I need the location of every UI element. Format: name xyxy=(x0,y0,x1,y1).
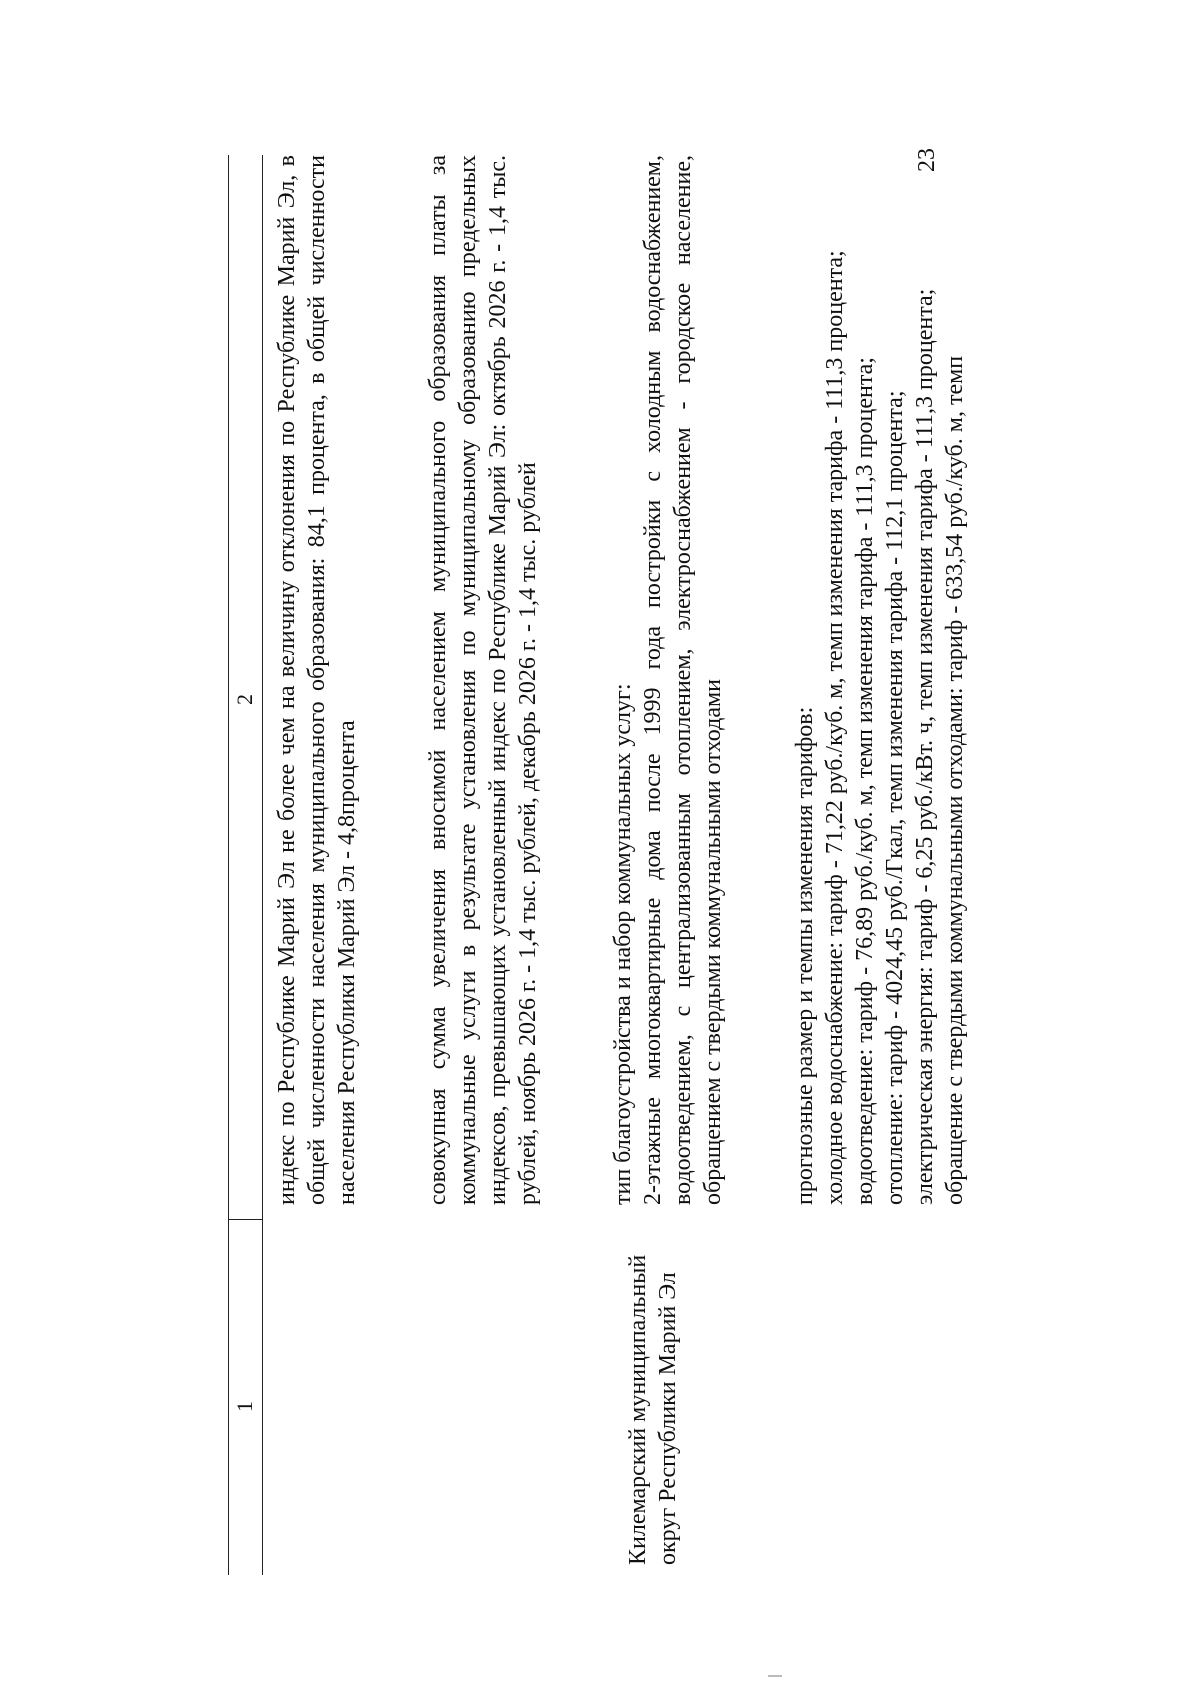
table-header-rule xyxy=(262,155,263,1575)
utility-type-title: тип благоустройства и набор коммунальных услуг: xyxy=(610,683,636,1205)
tariff-item: водоотведение: тариф - 76,89 руб./куб. м, темп изменения тарифа - 111,3 процента; xyxy=(852,357,878,1205)
index-paragraph xyxy=(272,155,362,1205)
tariff-item: отопление: тариф - 4024,45 руб./Гкал, темп изменения тарифа - 112,1 процента; xyxy=(882,390,908,1205)
table-top-rule xyxy=(228,155,229,1575)
total-text: совокупная сумма увеличения вносимой населением муниципального образования платы за коммунальные услуги в результате установления по муниципальному образованию предельных индексов, превышающих установленный индекс по Республике Марий Эл: октябрь 2026 г. - 1,4 тыс. рублей, ноябрь 2026 г. - 1,4 тыс. рублей, декабрь 2026 г. - 1,4 тыс. рублей xyxy=(425,155,541,1205)
column-header-1: 1 xyxy=(232,1401,257,1412)
tariff-item: холодное водоснабжение: тариф - 71,22 руб./куб. м, темп изменения тарифа - 111,3 процента; xyxy=(822,250,848,1205)
rotated-table xyxy=(228,155,998,1575)
total-paragraph xyxy=(423,155,543,1205)
column-header-2: 2 xyxy=(232,694,257,705)
utility-type-text: 2-этажные многоквартирные дома после 1999 года постройки с холодным водоснабжением, водоотведением, с централизованным отоплением, электроснабжением - городское население, обращением с твердыми коммунальными отходами xyxy=(640,155,726,1205)
index-text: индекс по Республике Марий Эл не более чем на величину отклонения по Республике Марий Эл, в общей численности населения муниципального образования: 84,1 процента, в общей численности населения Республики Марий Эл - 4,8процента xyxy=(274,155,360,1205)
municipality-name: Килемарский муниципальный округ Республики Марий Эл xyxy=(625,1254,681,1565)
tariffs-title: прогнозные размер и темпы изменения тарифов: xyxy=(792,706,818,1205)
tariffs-block xyxy=(790,155,970,1205)
page-number: 23 xyxy=(914,148,940,172)
tariff-item: электрическая энергия: тариф - 6,25 руб./кВт. ч, темп изменения тарифа - 111,3 процента; xyxy=(912,288,938,1205)
tariff-item: обращение с твердыми коммунальными отходами: тариф - 633,54 руб./куб. м, темп xyxy=(942,355,968,1205)
utility-type-block xyxy=(608,155,728,1205)
scan-mark xyxy=(768,1675,782,1677)
table-column-divider xyxy=(228,1219,262,1220)
